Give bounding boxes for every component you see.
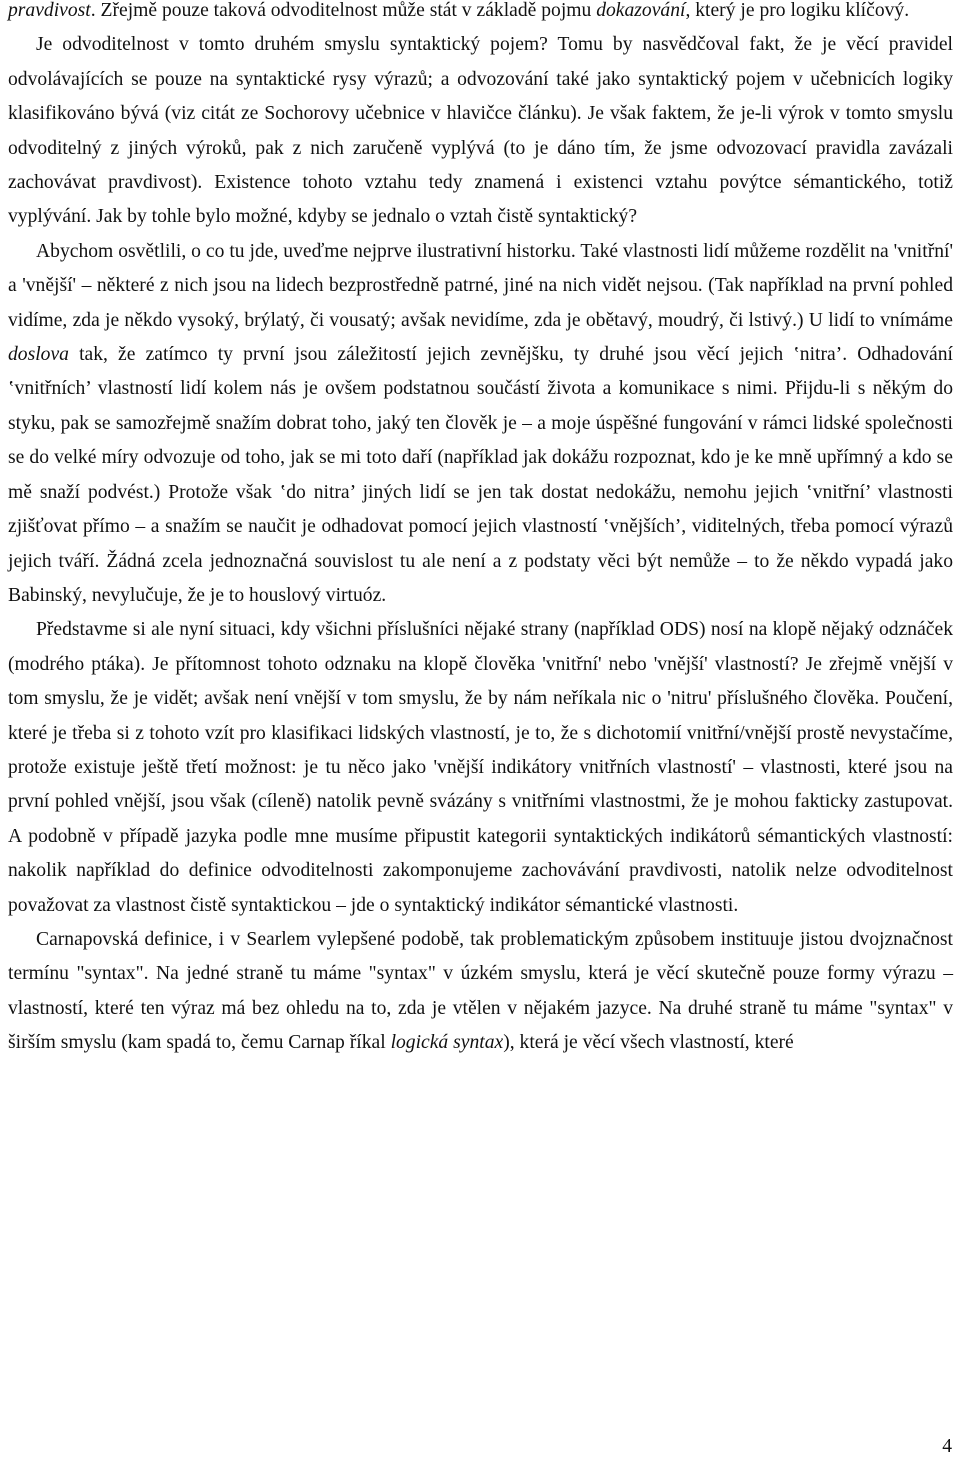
text-run: ), která je věcí všech vlastností, které xyxy=(503,1032,794,1054)
italic-text-run: pravdivost xyxy=(8,0,91,21)
paragraph xyxy=(8,28,953,234)
text-run: tak, že zatímco ty první jsou záležitostí jejich zevnějšku, ty druhé jsou věcí jejich ‛nitra’. Odhadování ‛vnitřních’ vlastností lidí kolem nás je ovšem podstatnou součástí života a komunikace s nimi. Přijdu-li s někým do styku, pak se samozřejmě snažím dobrat toho, jaký ten člověk je – a moje úspěšné fungování v rámci lidské společnosti se do velké míry odvozuje od toho, jak se mi toto daří (například jak dokážu rozpoznat, kdo je ke mně upřímný a kdo se mě snaží podvést.) Protože však ‛do nitra’ jiných lidí se jen tak dostat nedokážu, nemohu jejich ‛vnitřní’ vlastnosti zjišťovat přímo – a snažím se naučit je odhadovat pomocí jejich vlastností ‛vnějších’, viditelných, třeba pomocí výrazů jejich tváří. Žádná zcela jednoznačná souvislost tu ale není a z podstaty věci být nemůže – to že někdo vypadá jako Babinský, nevylučuje, že je to houslový virtuóz. xyxy=(8,344,953,606)
paragraph xyxy=(8,0,953,28)
paragraph xyxy=(8,235,953,613)
text-run: Abychom osvětlili, o co tu jde, uveďme nejprve ilustrativní historku. Také vlastnosti lidí můžeme rozdělit na 'vnitřní' a 'vnější' – některé z nich jsou na lidech bezprostředně patrné, jiné na nich vidět nejsou. (Tak například na první pohled vidíme, zda je někdo vysoký, brýlatý, či vousatý; avšak nevidíme, zda je obětavý, moudrý, či lstivý.) U lidí to vnímáme xyxy=(8,240,953,331)
text-run: Je odvoditelnost v tomto druhém smyslu syntaktický pojem? Tomu by nasvědčoval fakt, že je věcí pravidel odvolávajících se pouze na syntaktické rysy výrazů; a odvozování také jako syntaktický pojem v učebnicích logiky klasifikováno bývá (viz citát ze Sochorovy učebnice v hlavičce článku). Je však faktem, že je-li výrok v tomto smyslu odvoditelný z jiných výroků, pak z nich zaručeně vyplývá (to je dáno tím, že jsme odvozovací pravidla zavázali zachovávat pravdivost). Existence tohoto vztahu tedy znamená i existenci vztahu povýtce sémantického, totiž vyplývání. Jak by tohle bylo možné, kdyby se jednalo o vztah čistě syntaktický? xyxy=(8,34,953,228)
text-run: Představme si ale nyní situaci, kdy všichni příslušníci nějaké strany (například ODS) nosí na klopě nějaký odznáček (modrého ptáka). Je přítomnost tohoto odznaku na klopě člověka 'vnitřní' nebo 'vnější' vlastností? Je zřejmě vnější v tom smyslu, že je vidět; avšak není vnější v tom smyslu, že by nám neříkala nic o 'nitru' příslušného člověka. Poučení, které je třeba si z tohoto vzít pro klasifikaci lidských vlastností, je to, že s dichotomií vnitřní/vnější prostě nevystačíme, protože existuje ještě třetí možnost: je tu něco jako 'vnější indikátory vnitřních vlastností' – vlastnosti, které jsou na první pohled vnější, jsou však (cíleně) natolik pevně svázány s vnitřními vlastnostmi, že je mohou fakticky zastupovat. A podobně v případě jazyka podle mne musíme připustit kategorii syntaktických indikátorů sémantických vlastností: nakolik například do definice odvoditelnosti zakomponujeme zachovávání pravdivosti, natolik nelze odvoditelnost považovat za vlastnost čistě syntaktickou – jde o syntaktický indikátor sémantické vlastnosti. xyxy=(8,619,953,916)
text-run: . Zřejmě pouze taková odvoditelnost může stát v základě pojmu xyxy=(90,0,597,21)
document-page xyxy=(8,0,953,1061)
text-run: Carnapovská definice, i v Searlem vylepšené podobě, tak problematickým způsobem instituuje jistou dvojznačnost termínu "syntax". Na jedné straně tu máme "syntax" v úzkém smyslu, která je věcí skutečně pouze formy výrazu – vlastností, které ten výraz má bez ohledu na to, zda je vtělen v nějakém jazyce. Na druhé straně tu máme "syntax" v širším smyslu (kam spadá to, čemu Carnap říkal xyxy=(8,928,953,1054)
text-run: , který je pro logiku klíčový. xyxy=(685,0,910,21)
italic-text-run: doslova xyxy=(8,344,69,366)
paragraph xyxy=(8,613,953,923)
page-number: 4 xyxy=(942,1436,952,1457)
paragraph xyxy=(8,923,953,1061)
italic-text-run: dokazování xyxy=(596,0,686,21)
italic-text-run: logická syntax xyxy=(390,1032,504,1054)
